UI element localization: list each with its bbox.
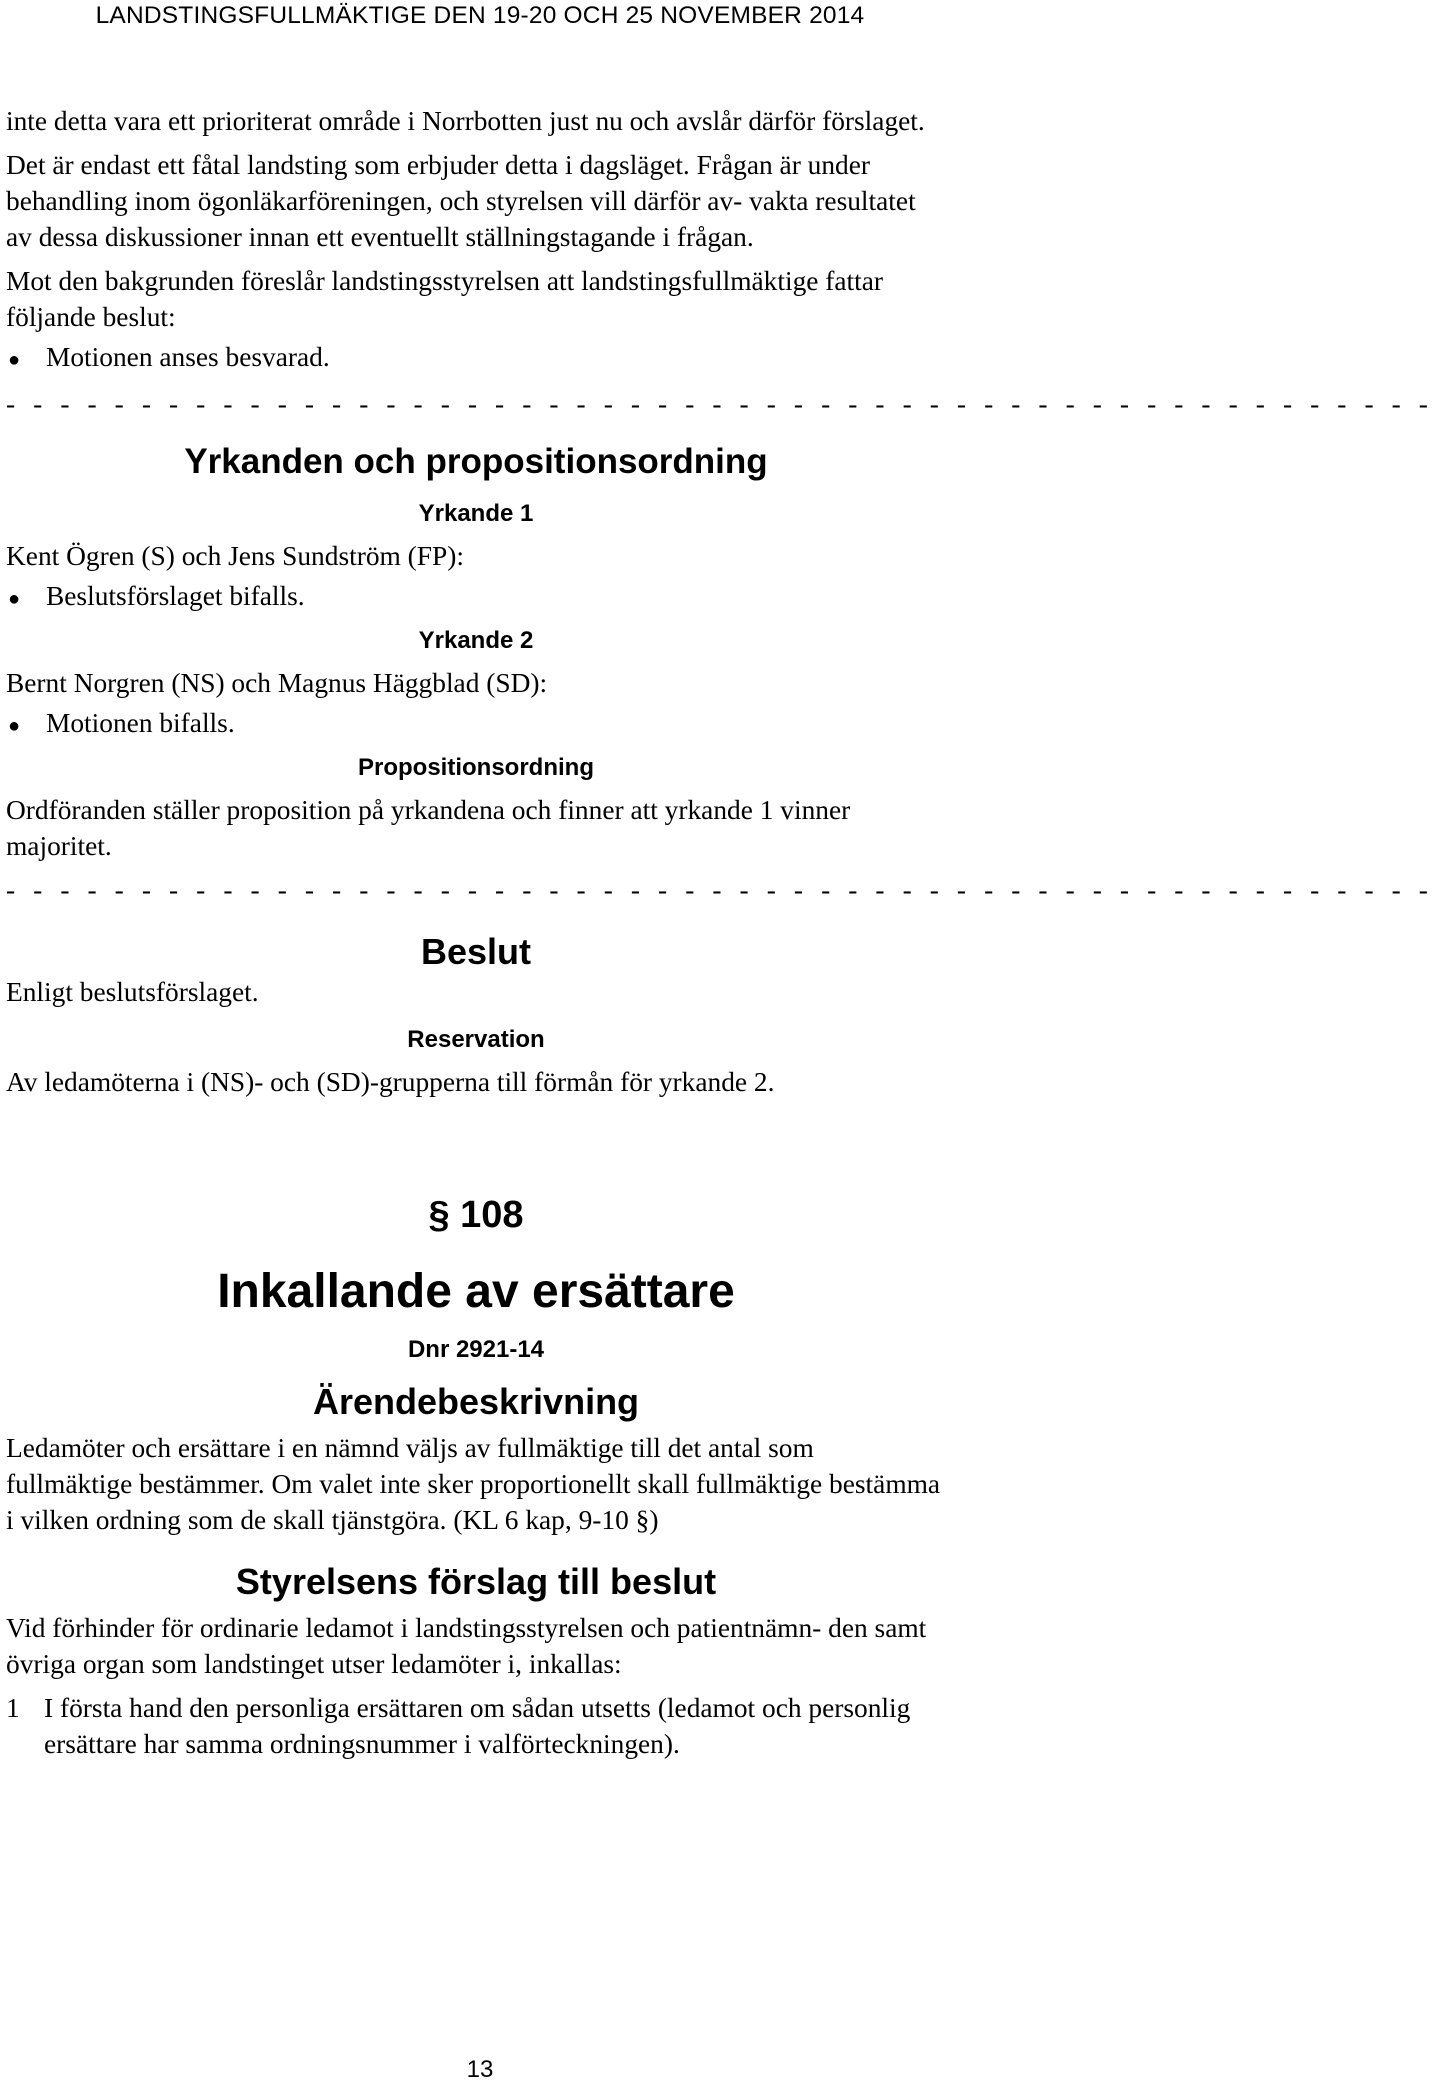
propositionsordning-text: Ordföranden ställer proposition på yrkandena och finner att yrkande 1 vinner majoritet. (6, 795, 851, 861)
intro-paragraph-2: Det är endast ett fåtal landsting som erbjuder detta i dagsläget. Frågan är under behandling inom ögonläkarföreningen, och styrelsen vill därför av- vakta resultatet av dessa diskussioner innan ett eventuellt ställningstagande i frågan. (6, 150, 916, 252)
bullet-item (6, 705, 946, 744)
beslut-text: Enligt beslutsförslaget. (6, 977, 259, 1007)
dashed-divider: - - - - - - - - - - - - - - - - - - - - - - - - - - - - - - - - - - - - - - - - - - - - - - - - - - - - - (6, 875, 1434, 905)
item-text: I första hand den personliga ersättaren om sådan utsetts (ledamot och personlig ersättare har samma ordningsnummer i valförteckningen). (44, 1693, 911, 1759)
yrkande-1-heading: Yrkande 1 (418, 500, 534, 527)
forslag-heading: Styrelsens förslag till beslut (235, 1561, 717, 1602)
item-number: 1 (6, 1693, 20, 1723)
propositionsordning-heading: Propositionsordning (358, 754, 594, 781)
bullet-icon: ● (8, 349, 21, 371)
bullet-icon: ● (8, 588, 21, 610)
yrkande-2-heading: Yrkande 2 (418, 627, 534, 654)
bullet-text: Beslutsförslaget bifalls. (46, 581, 305, 611)
bullet-text: Motionen anses besvarad. (46, 342, 330, 372)
reservation-text: Av ledamöterna i (NS)- och (SD)-grupperna till förmån för yrkande 2. (6, 1067, 775, 1097)
running-header: LANDSTINGSFULLMÄKTIGE DEN 19-20 OCH 25 NOVEMBER 2014 (95, 2, 865, 29)
bullet-text: Motionen bifalls. (46, 708, 235, 738)
section-number: § 108 (428, 1194, 524, 1236)
arendebeskrivning-heading: Ärendebeskrivning (312, 1381, 640, 1422)
bullet-item (6, 339, 946, 378)
numbered-item (6, 1690, 946, 1762)
bullet-item (6, 578, 946, 617)
section-title: Inkallande av ersättare (217, 1265, 735, 1318)
dashed-divider: - - - - - - - - - - - - - - - - - - - - - - - - - - - - - - - - - - - - - - - - - - - - - - - - - - - - - (6, 389, 1434, 419)
arendebeskrivning-text: Ledamöter och ersättare i en nämnd väljs av fullmäktige till det antal som fullmäktige bestämmer. Om valet inte sker proportionellt skall fullmäktige bestämma i vilken ordning som de skall tjänstgöra. (KL 6 kap, 9-10 §) (6, 1433, 941, 1535)
bullet-icon: ● (8, 715, 21, 737)
forslag-text: Vid förhinder för ordinarie ledamot i landstingsstyrelsen och patientnämn- den samt övriga organ som landstinget utser ledamöter i, inkallas: (6, 1613, 927, 1679)
yrkanden-heading: Yrkanden och propositionsordning (184, 442, 768, 481)
diary-number: Dnr 2921-14 (407, 1336, 545, 1363)
intro-paragraph-1: inte detta vara ett prioriterat område i Norrbotten just nu och avslår därför förslaget. (6, 106, 925, 136)
intro-paragraph-3: Mot den bakgrunden föreslår landstingsstyrelsen att landstingsfullmäktige fattar följande beslut: (6, 266, 884, 332)
beslut-heading: Beslut (420, 931, 532, 972)
yrkande-1-proposers: Kent Ögren (S) och Jens Sundström (FP): (6, 541, 465, 571)
yrkande-2-proposers: Bernt Norgren (NS) och Magnus Häggblad (SD): (6, 668, 548, 698)
page-content (6, 103, 1434, 1762)
page-number: 13 (466, 2056, 494, 2083)
reservation-heading: Reservation (407, 1026, 545, 1053)
